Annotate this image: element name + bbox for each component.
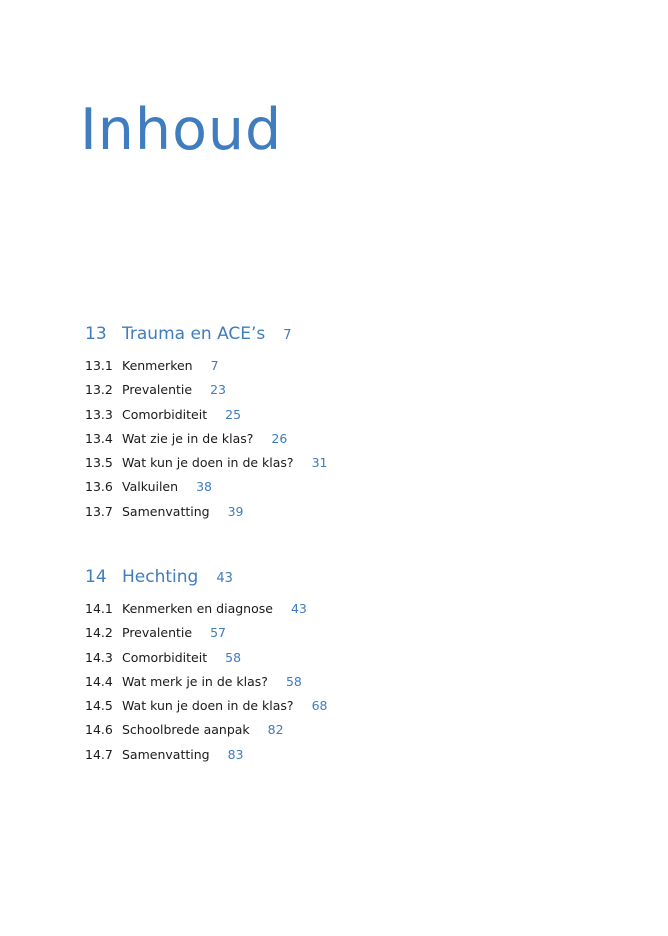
chapter-title: Hechting — [122, 567, 199, 587]
section-page-number: 57 — [210, 625, 226, 641]
section-number: 13.1 — [85, 358, 113, 373]
section-number: 14.1 — [85, 601, 113, 616]
section-title: Schoolbrede aanpak — [122, 722, 250, 738]
section-title: Prevalentie — [122, 382, 193, 398]
section-title: Wat zie je in de klas? — [122, 430, 254, 446]
section-page-number: 23 — [210, 382, 226, 398]
toc-entry[interactable] — [85, 747, 327, 771]
section-number: 13.7 — [85, 503, 113, 519]
toc-entry[interactable] — [85, 479, 327, 503]
toc-entry[interactable] — [85, 382, 327, 406]
section-number: 14.3 — [85, 649, 113, 665]
section-page-number: 7 — [210, 358, 219, 373]
section-title: Wat kun je doen in de klas? — [122, 455, 294, 471]
toc-entry[interactable] — [85, 650, 327, 674]
chapter-title: Trauma en ACE’s — [122, 324, 266, 344]
section-number: 13.4 — [85, 430, 113, 446]
section-title: Comorbiditeit — [122, 649, 208, 665]
toc-entry[interactable] — [85, 722, 327, 746]
section-number: 14.6 — [85, 722, 113, 738]
section-page-number: 43 — [290, 601, 307, 616]
section-page-number: 68 — [311, 698, 328, 714]
section-number: 13.5 — [85, 455, 113, 471]
section-title: Wat kun je doen in de klas? — [122, 698, 294, 714]
section-number: 14.5 — [85, 698, 113, 714]
chapter-heading[interactable] — [85, 324, 327, 346]
section-page-number: 58 — [285, 673, 302, 689]
section-number: 13.6 — [85, 479, 113, 495]
page-title: Inhoud — [80, 97, 283, 163]
toc-entry[interactable] — [85, 674, 327, 698]
chapter-number: 13 — [85, 324, 107, 344]
toc-entry[interactable] — [85, 601, 327, 625]
toc-entry[interactable] — [85, 431, 327, 455]
toc-chapter-14 — [85, 567, 327, 787]
toc-entry[interactable] — [85, 455, 327, 479]
section-page-number: 39 — [227, 503, 244, 519]
toc-chapter-13 — [85, 324, 327, 544]
toc-entry[interactable] — [85, 504, 327, 528]
section-number: 14.4 — [85, 673, 113, 689]
section-title: Prevalentie — [122, 625, 193, 641]
chapter-page-number: 43 — [216, 571, 233, 586]
section-number: 14.2 — [85, 625, 113, 641]
section-list — [85, 358, 327, 528]
section-page-number: 82 — [267, 722, 284, 738]
section-page-number: 25 — [225, 406, 242, 422]
section-page-number: 38 — [196, 479, 212, 495]
section-title: Wat merk je in de klas? — [122, 673, 268, 689]
toc-entry[interactable] — [85, 358, 327, 382]
chapter-heading[interactable] — [85, 567, 327, 589]
section-number: 13.2 — [85, 382, 113, 398]
section-title: Valkuilen — [122, 479, 179, 495]
section-title: Kenmerken en diagnose — [122, 601, 273, 616]
section-page-number: 26 — [271, 430, 288, 446]
section-number: 13.3 — [85, 406, 113, 422]
section-list — [85, 601, 327, 771]
section-page-number: 31 — [311, 455, 328, 471]
section-title: Kenmerken — [122, 358, 193, 373]
chapter-page-number: 7 — [283, 328, 292, 343]
toc-entry[interactable] — [85, 625, 327, 649]
section-title: Samenvatting — [122, 746, 210, 762]
section-number: 14.7 — [85, 746, 113, 762]
section-title: Comorbiditeit — [122, 406, 208, 422]
toc-entry[interactable] — [85, 698, 327, 722]
toc-entry[interactable] — [85, 407, 327, 431]
chapter-number: 14 — [85, 567, 107, 587]
section-title: Samenvatting — [122, 503, 210, 519]
section-page-number: 58 — [225, 649, 242, 665]
section-page-number: 83 — [227, 746, 244, 762]
